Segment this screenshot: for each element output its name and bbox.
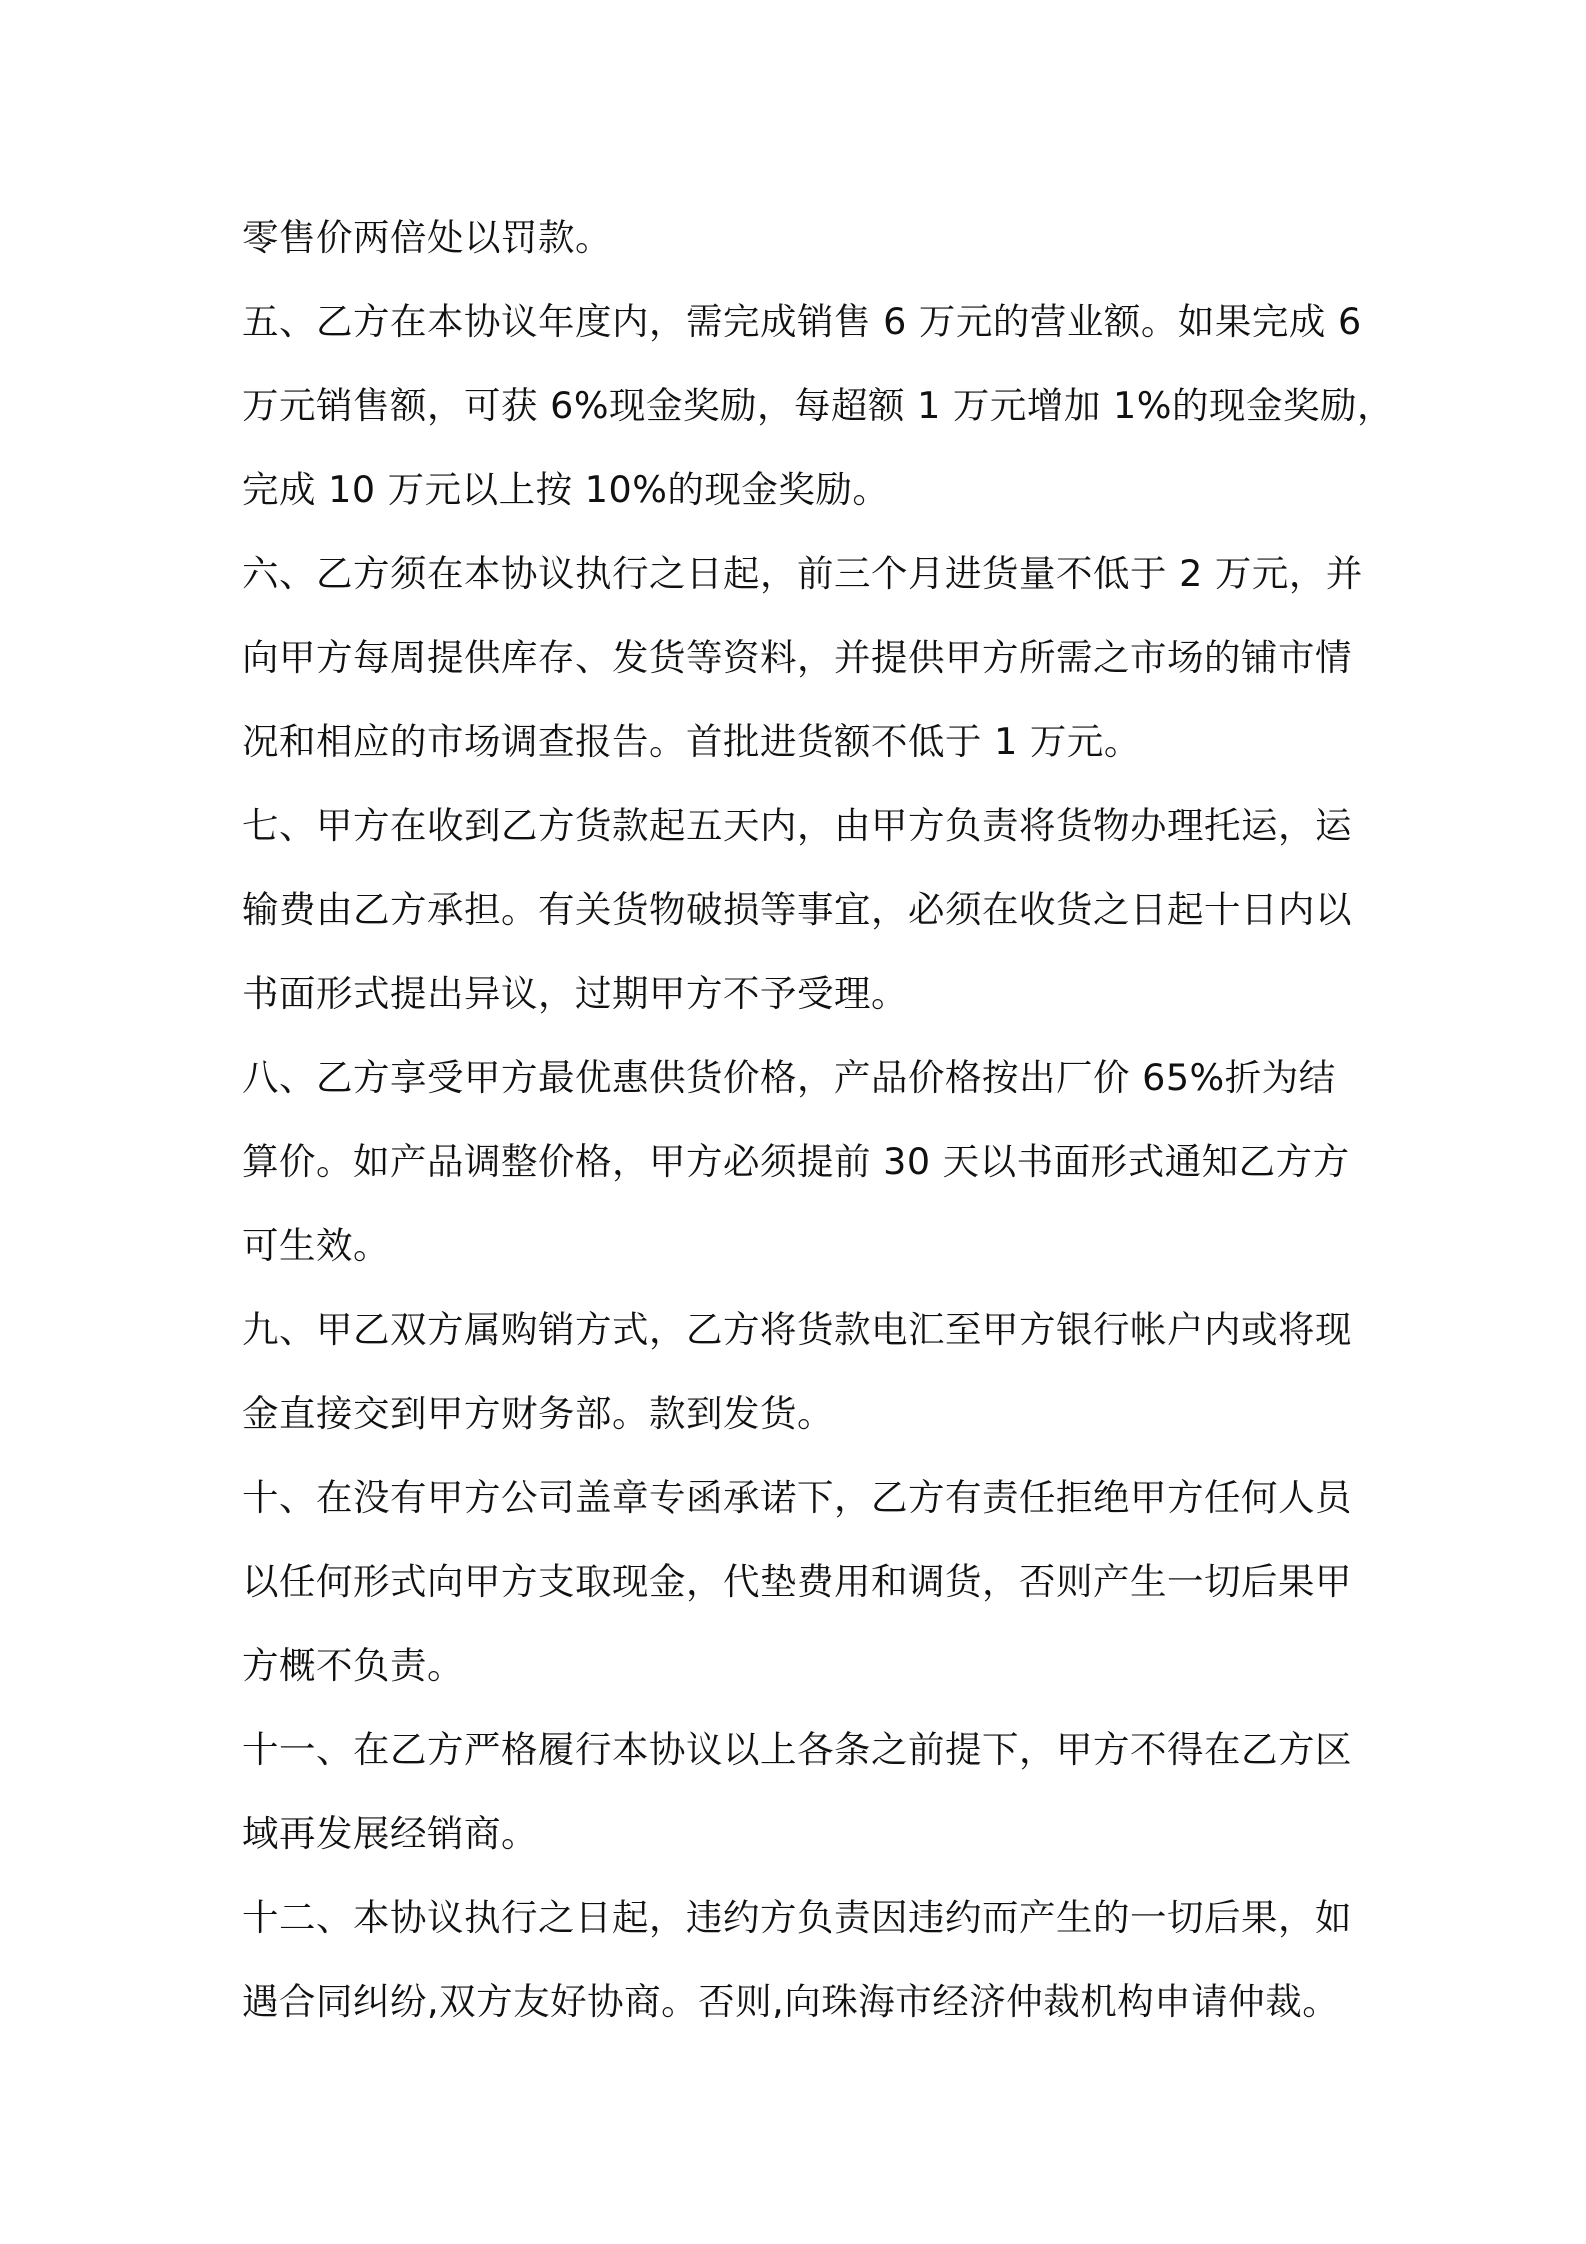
- text-line: 方概不负责。: [242, 1644, 464, 1687]
- text-line: 书面形式提出异议，过期甲方不予受理。: [242, 972, 908, 1015]
- text-line: 六、乙方须在本协议执行之日起，前三个月进货量不低于 2 万元，并: [242, 552, 1363, 595]
- text-line: 算价。如产品调整价格，甲方必须提前 30 天以书面形式通知乙方方: [242, 1140, 1350, 1183]
- text-line: 以任何形式向甲方支取现金，代垫费用和调货，否则产生一切后果甲: [242, 1560, 1352, 1603]
- text-line: 万元销售额，可获 6%现金奖励，每超额 1 万元增加 1%的现金奖励，: [242, 384, 1394, 427]
- text-line: 十二、本协议执行之日起，违约方负责因违约而产生的一切后果，如: [242, 1896, 1352, 1939]
- text-line: 完成 10 万元以上按 10%的现金奖励。: [242, 468, 890, 511]
- text-line: 五、乙方在本协议年度内，需完成销售 6 万元的营业额。如果完成 6: [242, 300, 1362, 343]
- text-line: 十、在没有甲方公司盖章专函承诺下，乙方有责任拒绝甲方任何人员: [242, 1476, 1352, 1519]
- contract-text: [242, 196, 1394, 2044]
- text-line: 输费由乙方承担。有关货物破损等事宜，必须在收货之日起十日内以: [242, 888, 1352, 931]
- text-line: 零售价两倍处以罚款。: [242, 216, 612, 259]
- text-line: 九、甲乙双方属购销方式，乙方将货款电汇至甲方银行帐户内或将现: [242, 1308, 1352, 1351]
- text-line: 金直接交到甲方财务部。款到发货。: [242, 1392, 834, 1435]
- text-line: 十一、在乙方严格履行本协议以上各条之前提下，甲方不得在乙方区: [242, 1728, 1352, 1771]
- text-line: 向甲方每周提供库存、发货等资料，并提供甲方所需之市场的铺市情: [242, 636, 1352, 679]
- text-line: 七、甲方在收到乙方货款起五天内，由甲方负责将货物办理托运，运: [242, 804, 1352, 847]
- text-line: 遇合同纠纷,双方友好协商。否则,向珠海市经济仲裁机构申请仲裁。: [242, 1980, 1340, 2023]
- text-line: 可生效。: [242, 1224, 390, 1267]
- text-line: 八、乙方享受甲方最优惠供货价格，产品价格按出厂价 65%折为结: [242, 1056, 1336, 1099]
- text-line: 域再发展经销商。: [242, 1812, 538, 1855]
- text-line: 况和相应的市场调查报告。首批进货额不低于 1 万元。: [242, 720, 1141, 763]
